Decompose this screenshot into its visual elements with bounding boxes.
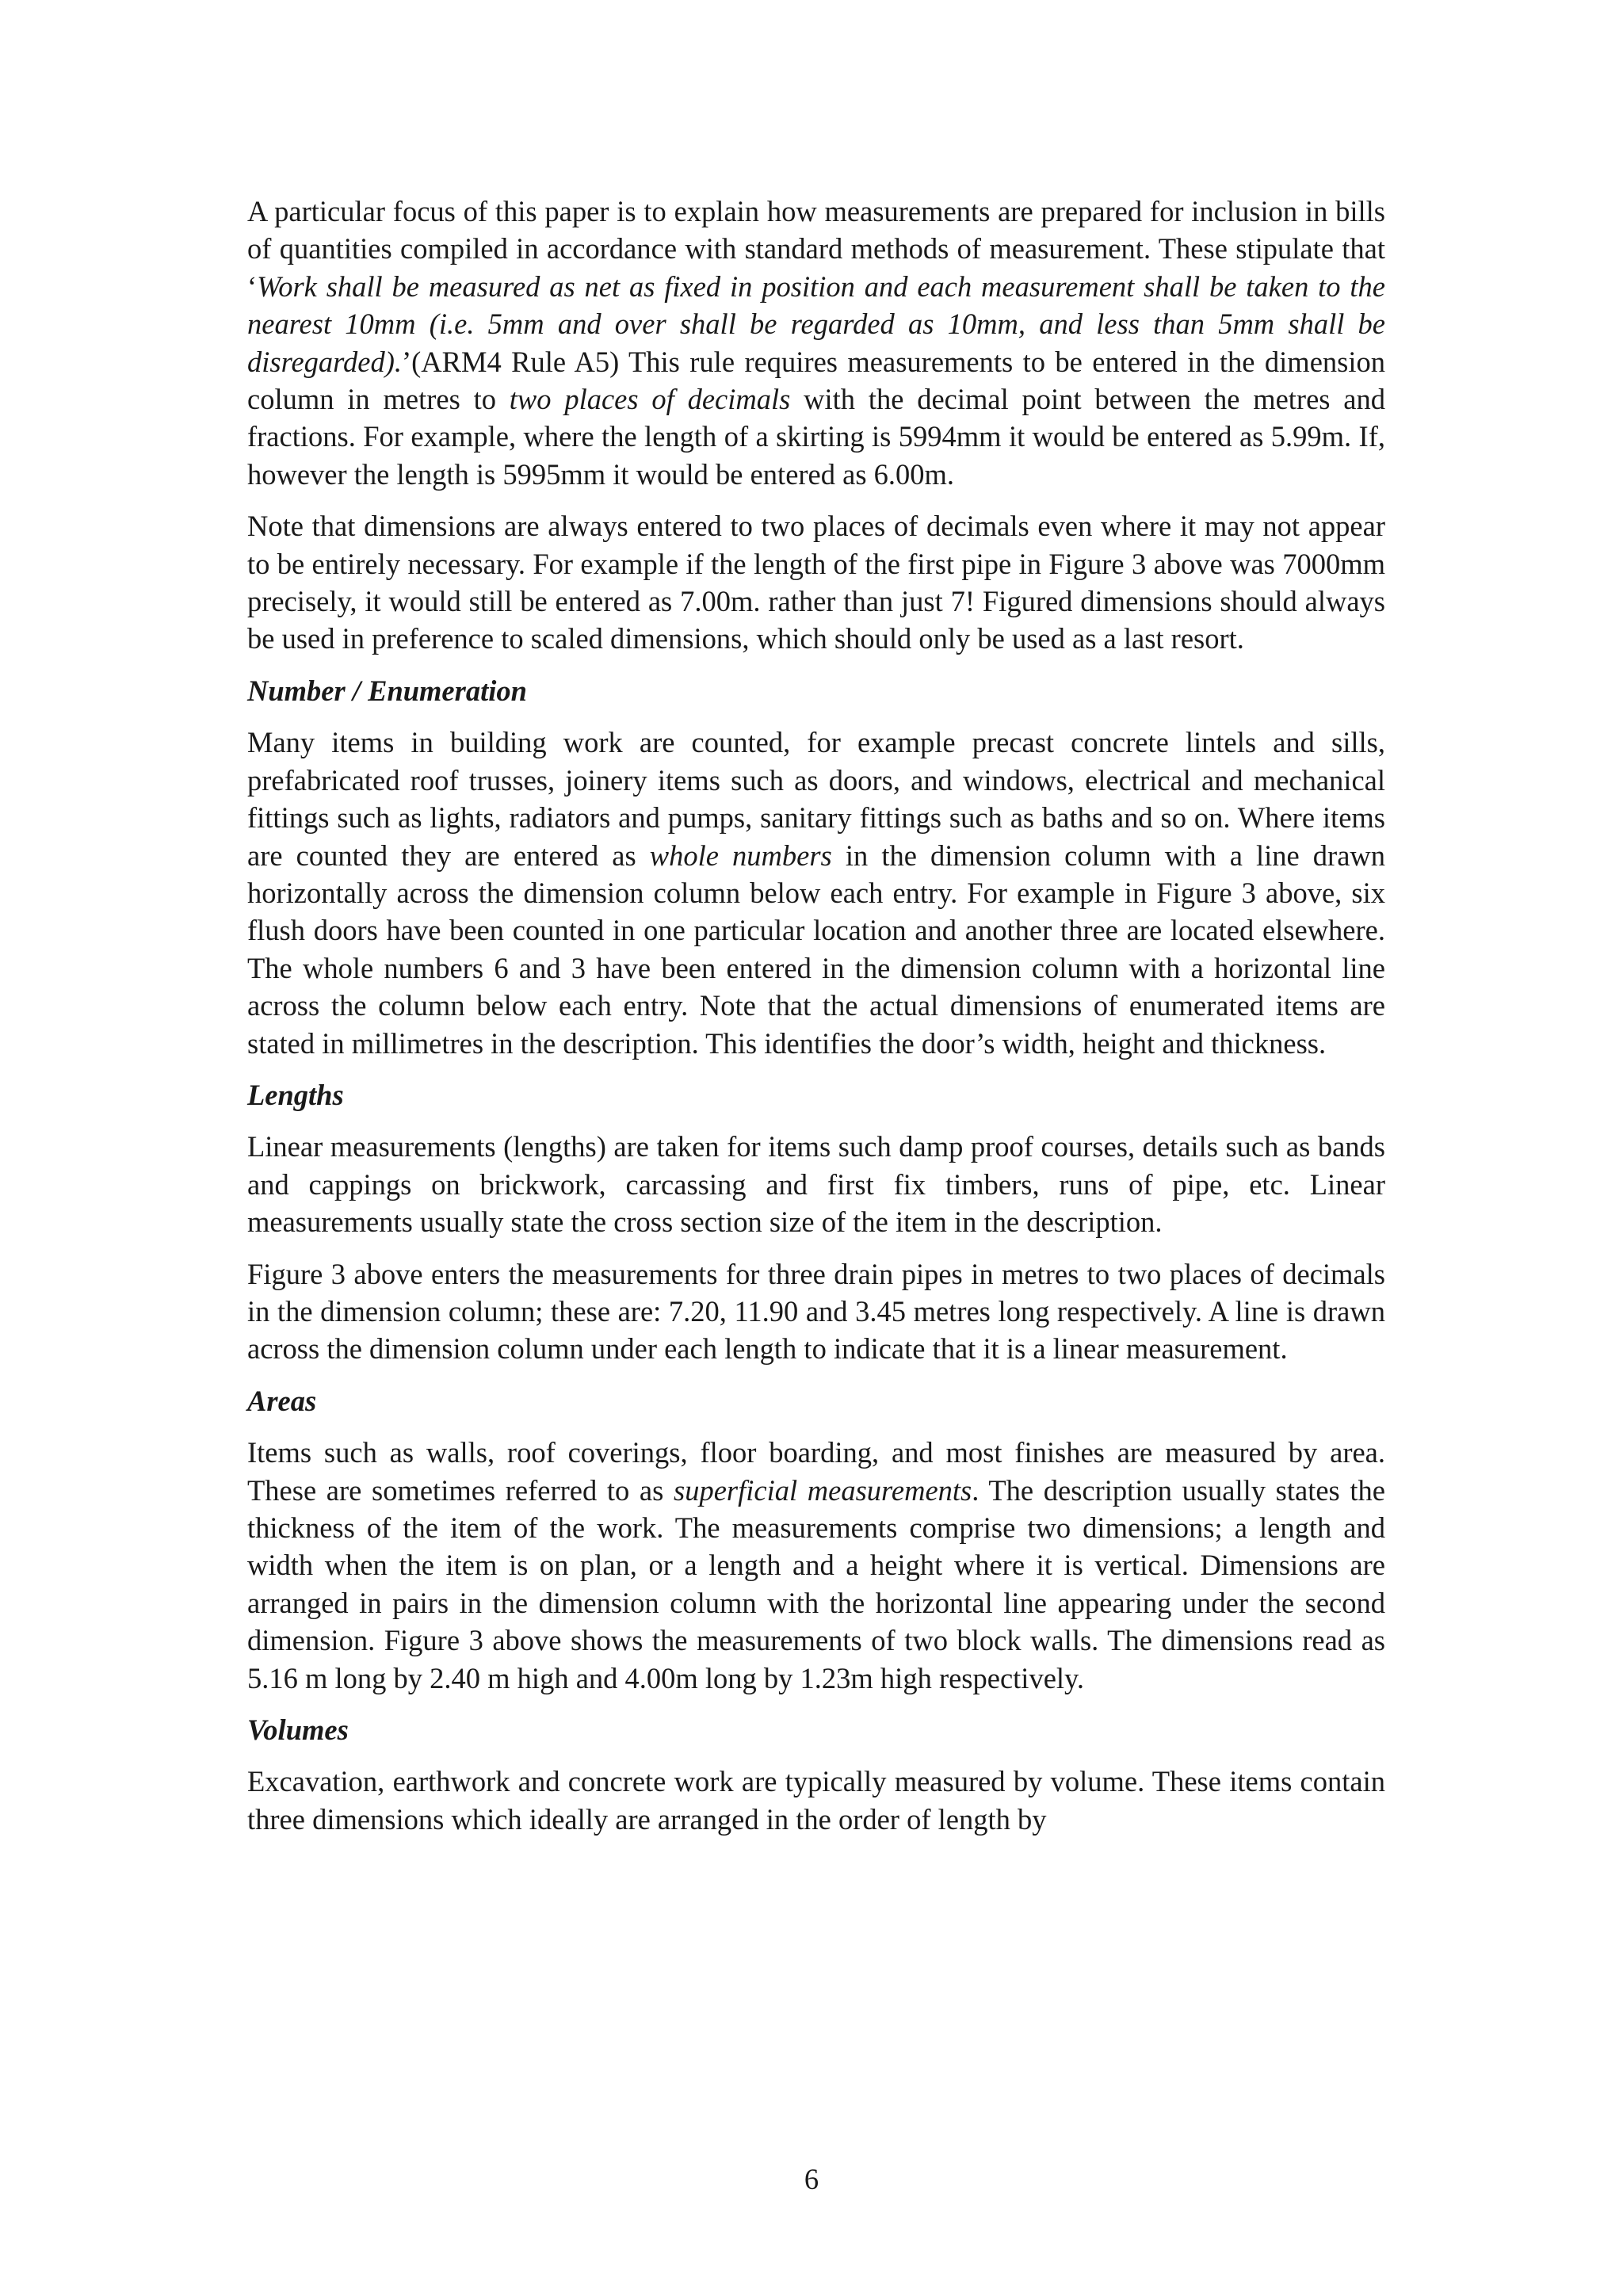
intro-text-c: with the decimal point between the metres and fractions. For example, where the length of a skirting is 5994mm it would be entered as 5.99m. If, however the length is 5995mm it would be entered as 6.00m. (247, 383, 1385, 491)
areas-paragraph (247, 1434, 1385, 1697)
lengths-heading: Lengths (247, 1078, 344, 1111)
number-enumeration-paragraph (247, 724, 1385, 1062)
intro-paragraph-2: Note that dimensions are always entered to two places of decimals even where it may not appear to be entirely necessary. For example if the length of the first pipe in Figure 3 above was 7000mm precisely, it would still be entered as 7.00m. rather than just 7! Figured dimensions should always be used in preference to scaled dimensions, which should only be used as a last resort. (247, 510, 1385, 655)
arm4-rule-quote: Work shall be measured as net as fixed in position and each measurement shall be taken to the nearest 10mm (i.e. 5mm and over shall be regarded as 10mm, and less than 5mm shall be disregarded). (247, 269, 1385, 378)
number-text-a: Many items in building work are counted, for example precast concrete lintels and sills, prefabricated roof trusses, joinery items such as doors, and windows, electrical and mechanical fittings such as lights, radiators and pumps, sanitary fittings such as baths and so on. Where items are counted they are entered as (247, 726, 1385, 872)
areas-emphasis: superficial measurements (674, 1473, 972, 1507)
intro-text-a: A particular focus of this paper is to explain how measurements are prepared for inclusion in bills of quantities compiled in accordance with standard methods of measurement. These stipulate that ‘ (247, 195, 1385, 303)
intro-paragraph-1 (247, 193, 1385, 493)
page-number: 6 (804, 2163, 819, 2195)
number-enumeration-heading: Number / Enumeration (247, 674, 527, 707)
intro-emphasis: two places of decimals (509, 383, 791, 416)
lengths-paragraph-1: Linear measurements (lengths) are taken for items such damp proof courses, details such as bands and cappings on brickwork, carcassing and first fix timbers, runs of pipe, etc. Linear measurements usually state the cross section size of the item in the description. (247, 1130, 1385, 1239)
intro-text-b: ’(ARM4 Rule A5) This rule requires measurements to be entered in the dimension column in metres to (247, 345, 1385, 416)
page-body (247, 193, 1385, 1852)
volumes-heading: Volumes (247, 1713, 349, 1747)
number-emphasis: whole numbers (649, 839, 832, 872)
lengths-paragraph-2: Figure 3 above enters the measurements for three drain pipes in metres to two places of decimals in the dimension column; these are: 7.20, 11.90 and 3.45 metres long respectively. A line is drawn across the dimension column under each length to indicate that it is a linear measurement. (247, 1257, 1385, 1366)
areas-text-a: Items such as walls, roof coverings, floor boarding, and most finishes are measured by area. These are sometimes referred to as (247, 1436, 1385, 1507)
number-text-b: in the dimension column with a line drawn horizontally across the dimension column below each entry. For example in Figure 3 above, six flush doors have been counted in one particular location and another three are located elsewhere. The whole numbers 6 and 3 have been entered in the dimension column with a horizontal line across the column below each entry. Note that the actual dimensions of enumerated items are stated in millimetres in the description. This identifies the door’s width, height and thickness. (247, 839, 1386, 1060)
areas-heading: Areas (247, 1384, 317, 1417)
volumes-paragraph: Excavation, earthwork and concrete work are typically measured by volume. These items contain three dimensions which ideally are arranged in the order of length by (247, 1765, 1385, 1836)
areas-text-b: . The description usually states the thickness of the item of the work. The measurements comprise two dimensions; a length and width when the item is on plan, or a length and a height where it is vertical. Dimensions are arranged in pairs in the dimension column with the horizontal line appearing under the second dimension. Figure 3 above shows the measurements of two block walls. The dimensions read as 5.16 m long by 2.40 m high and 4.00m long by 1.23m high respectively. (247, 1473, 1386, 1694)
